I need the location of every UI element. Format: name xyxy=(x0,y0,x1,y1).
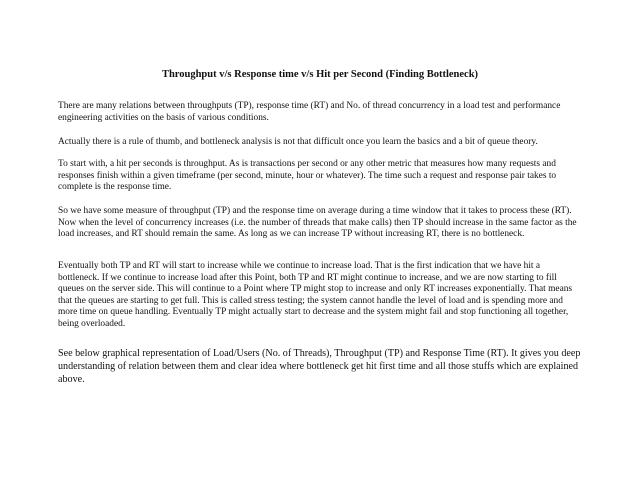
paragraph-intro: There are many relations between throughputs (TP), response time (RT) and No. of thread concurrency in a load test and performance engineering activities on the basis of various conditions. xyxy=(58,101,561,123)
paragraph-concurrency: So we have some measure of throughput (TP) and the response time on average during a time window that it takes to process these (RT). Now when the level of concurrency increases (i.e. the number of threads that make calls) then TP should increase in the same factor as the load increases, and RT should remain the same. As long as we can increase TP without increasing RT, there is no bottleneck. xyxy=(58,206,577,240)
paragraph-graph-intro: See below graphical representation of Load/Users (No. of Threads), Throughput (TP) and Response Time (RT). It gives you deep understanding of relation between them and clear idea where bottleneck get hit first time and all those stuffs which are explained above. xyxy=(58,348,581,386)
paragraph-rule-of-thumb: Actually there is a rule of thumb, and bottleneck analysis is not that difficult once you learn the basics and a bit of queue theory. xyxy=(58,137,538,147)
document-title: Throughput v/s Response time v/s Hit per Second (Finding Bottleneck) xyxy=(161,69,479,80)
paragraph-definitions: To start with, a hit per seconds is throughput. As is transactions per second or any other metric that measures how many requests and responses finish within a given timeframe (per second, minute, hour or whatever). The time such a request and response pair takes to complete is the response time. xyxy=(58,159,557,193)
paragraph-bottleneck: Eventually both TP and RT will start to increase while we continue to increase load. That is the first indication that we have hit a bottleneck. If we continue to increase load after this Point, both TP and RT might continue to increase, and we are now starting to fill queues on the server side. This will continue to a Point where TP might stop to increase and only RT increases exponentially. That means that the queues are starting to get full. This is called stress testing; the system cannot handle the level of load and is spending more and more time on queue handling. Eventually TP might actually start to decrease and the system might fail and stop functioning all together, being overloaded. xyxy=(58,261,573,329)
